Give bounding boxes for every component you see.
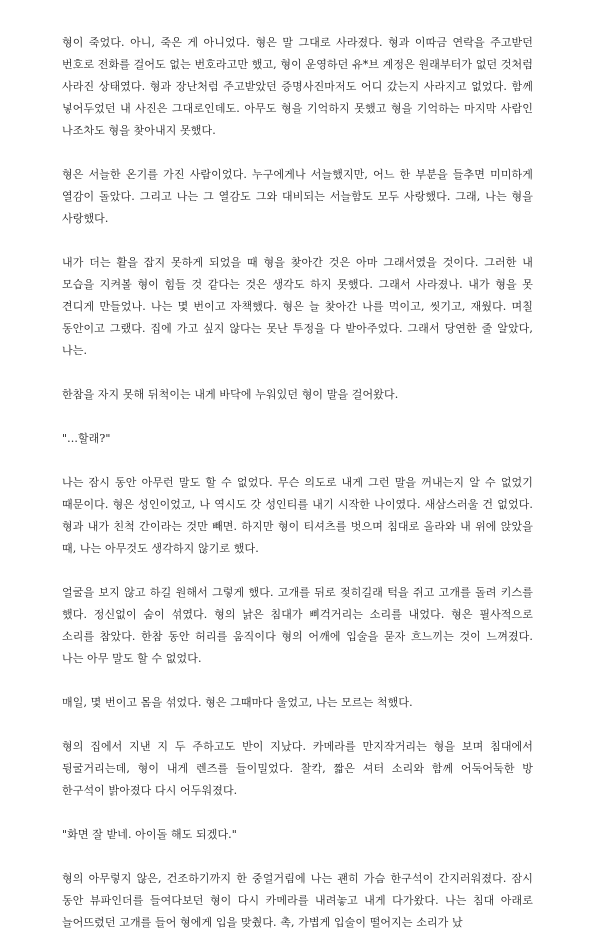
paragraph-5: 나는 잠시 동안 아무런 말도 할 수 없었다. 무슨 의도로 내게 그런 말을 꺼내는지 알 수 없었기 때문이다. 형은 성인이었고, 나 역시도 갓 성인티를 내기 시작한 나이였다. 새삼스러울 건 없었다. 형과 내가 친척 간이라는 것만 빼면. 하지만 형이 티셔츠를 벗으며 침대로 올라와 내 위에 앉았을 때, 나는 아무것도 생각하지 않기로 했다. — [62, 476, 533, 555]
paragraph-8: 형의 집에서 지낸 지 두 주하고도 반이 지났다. 카메라를 만지작거리는 형을 보며 침대에서 뒹굴거리는데, 형이 내게 렌즈를 들이밀었다. 찰칵, 짧은 셔터 소리와 함께 어둑어둑한 방 한구석이 밝아졌다 다시 어두워졌다. — [62, 740, 533, 797]
paragraph-3: 내가 더는 활을 잡지 못하게 되었을 때 형을 찾아간 것은 아마 그래서였을 것이다. 그러한 내 모습을 지켜볼 형이 힘들 것 같다는 것은 생각도 하지 못했다. 그래서 사라졌나. 내가 형을 못 견디게 만들었나. 나는 몇 번이고 자책했다. 형은 늘 찾아간 나를 먹이고, 씻기고, 재웠다. 며칠 동안이고 그랬다. 집에 가고 싶지 않다는 못난 투정을 다 받아주었다. 그래서 당연한 줄 알았다, 나는. — [62, 256, 533, 357]
paragraph-7: 매일, 몇 번이고 몸을 섞었다. 형은 그때마다 울었고, 나는 모르는 척했다. — [62, 696, 413, 709]
paragraph-1: 형이 죽었다. 아니, 죽은 게 아니었다. 형은 말 그대로 사라졌다. 형과 이따금 연락을 주고받던 번호로 전화를 걸어도 없는 번호라고만 했고, 형이 운영하던 유*브 계정은 원래부터가 없던 것처럼 사라진 상태였다. 형과 장난처럼 주고받았던 증명사진마저도 어디 갔는지 사라지고 없었다. 함께 넣어두었던 내 사진은 그대로인데도. 아무도 형을 기억하지 못했고 형을 기억하는 마지막 사람인 나조차도 형을 찾아내지 못했다. — [62, 36, 533, 137]
paragraph-2: 형은 서늘한 온기를 가진 사람이었다. 누구에게나 서늘했지만, 어느 한 부분을 들추면 미미하게 열감이 돌았다. 그리고 나는 그 열감도 그와 대비되는 서늘함도 모두 사랑했다. 그래, 나는 형을 사랑했다. — [62, 168, 533, 225]
paragraph-4: 한참을 자지 못해 뒤척이는 내게 바닥에 누워있던 형이 말을 걸어왔다. — [62, 388, 399, 401]
paragraph-6: 얼굴을 보지 않고 하길 원해서 그렇게 했다. 고개를 뒤로 젖히길래 턱을 쥐고 고개를 돌려 키스를 했다. 정신없이 숨이 섞였다. 형의 낡은 침대가 삐걱거리는 소리를 내었다. 형은 필사적으로 소리를 참았다. 한참 동안 허리를 움직이다 형의 어깨에 입술을 묻자 흐느끼는 것이 느껴졌다. 나는 아무 말도 할 수 없었다. — [62, 586, 533, 665]
paragraph-9: 형의 아무렇지 않은, 건조하기까지 한 중얼거림에 나는 괜히 가슴 한구석이 간지러워졌다. 잠시 동안 뷰파인더를 들여다보던 형이 다시 카메라를 내려놓고 내게 다가왔다. 나는 침대 아래로 늘어뜨렸던 고개를 들어 형에게 입을 맞췄다. 촉, 가볍게 입술이 떨어지는 소리가 났 — [62, 872, 533, 929]
dialogue-1: "...할래?" — [62, 432, 111, 445]
dialogue-2: "화면 잘 받네. 아이돌 해도 되겠다." — [62, 828, 237, 841]
